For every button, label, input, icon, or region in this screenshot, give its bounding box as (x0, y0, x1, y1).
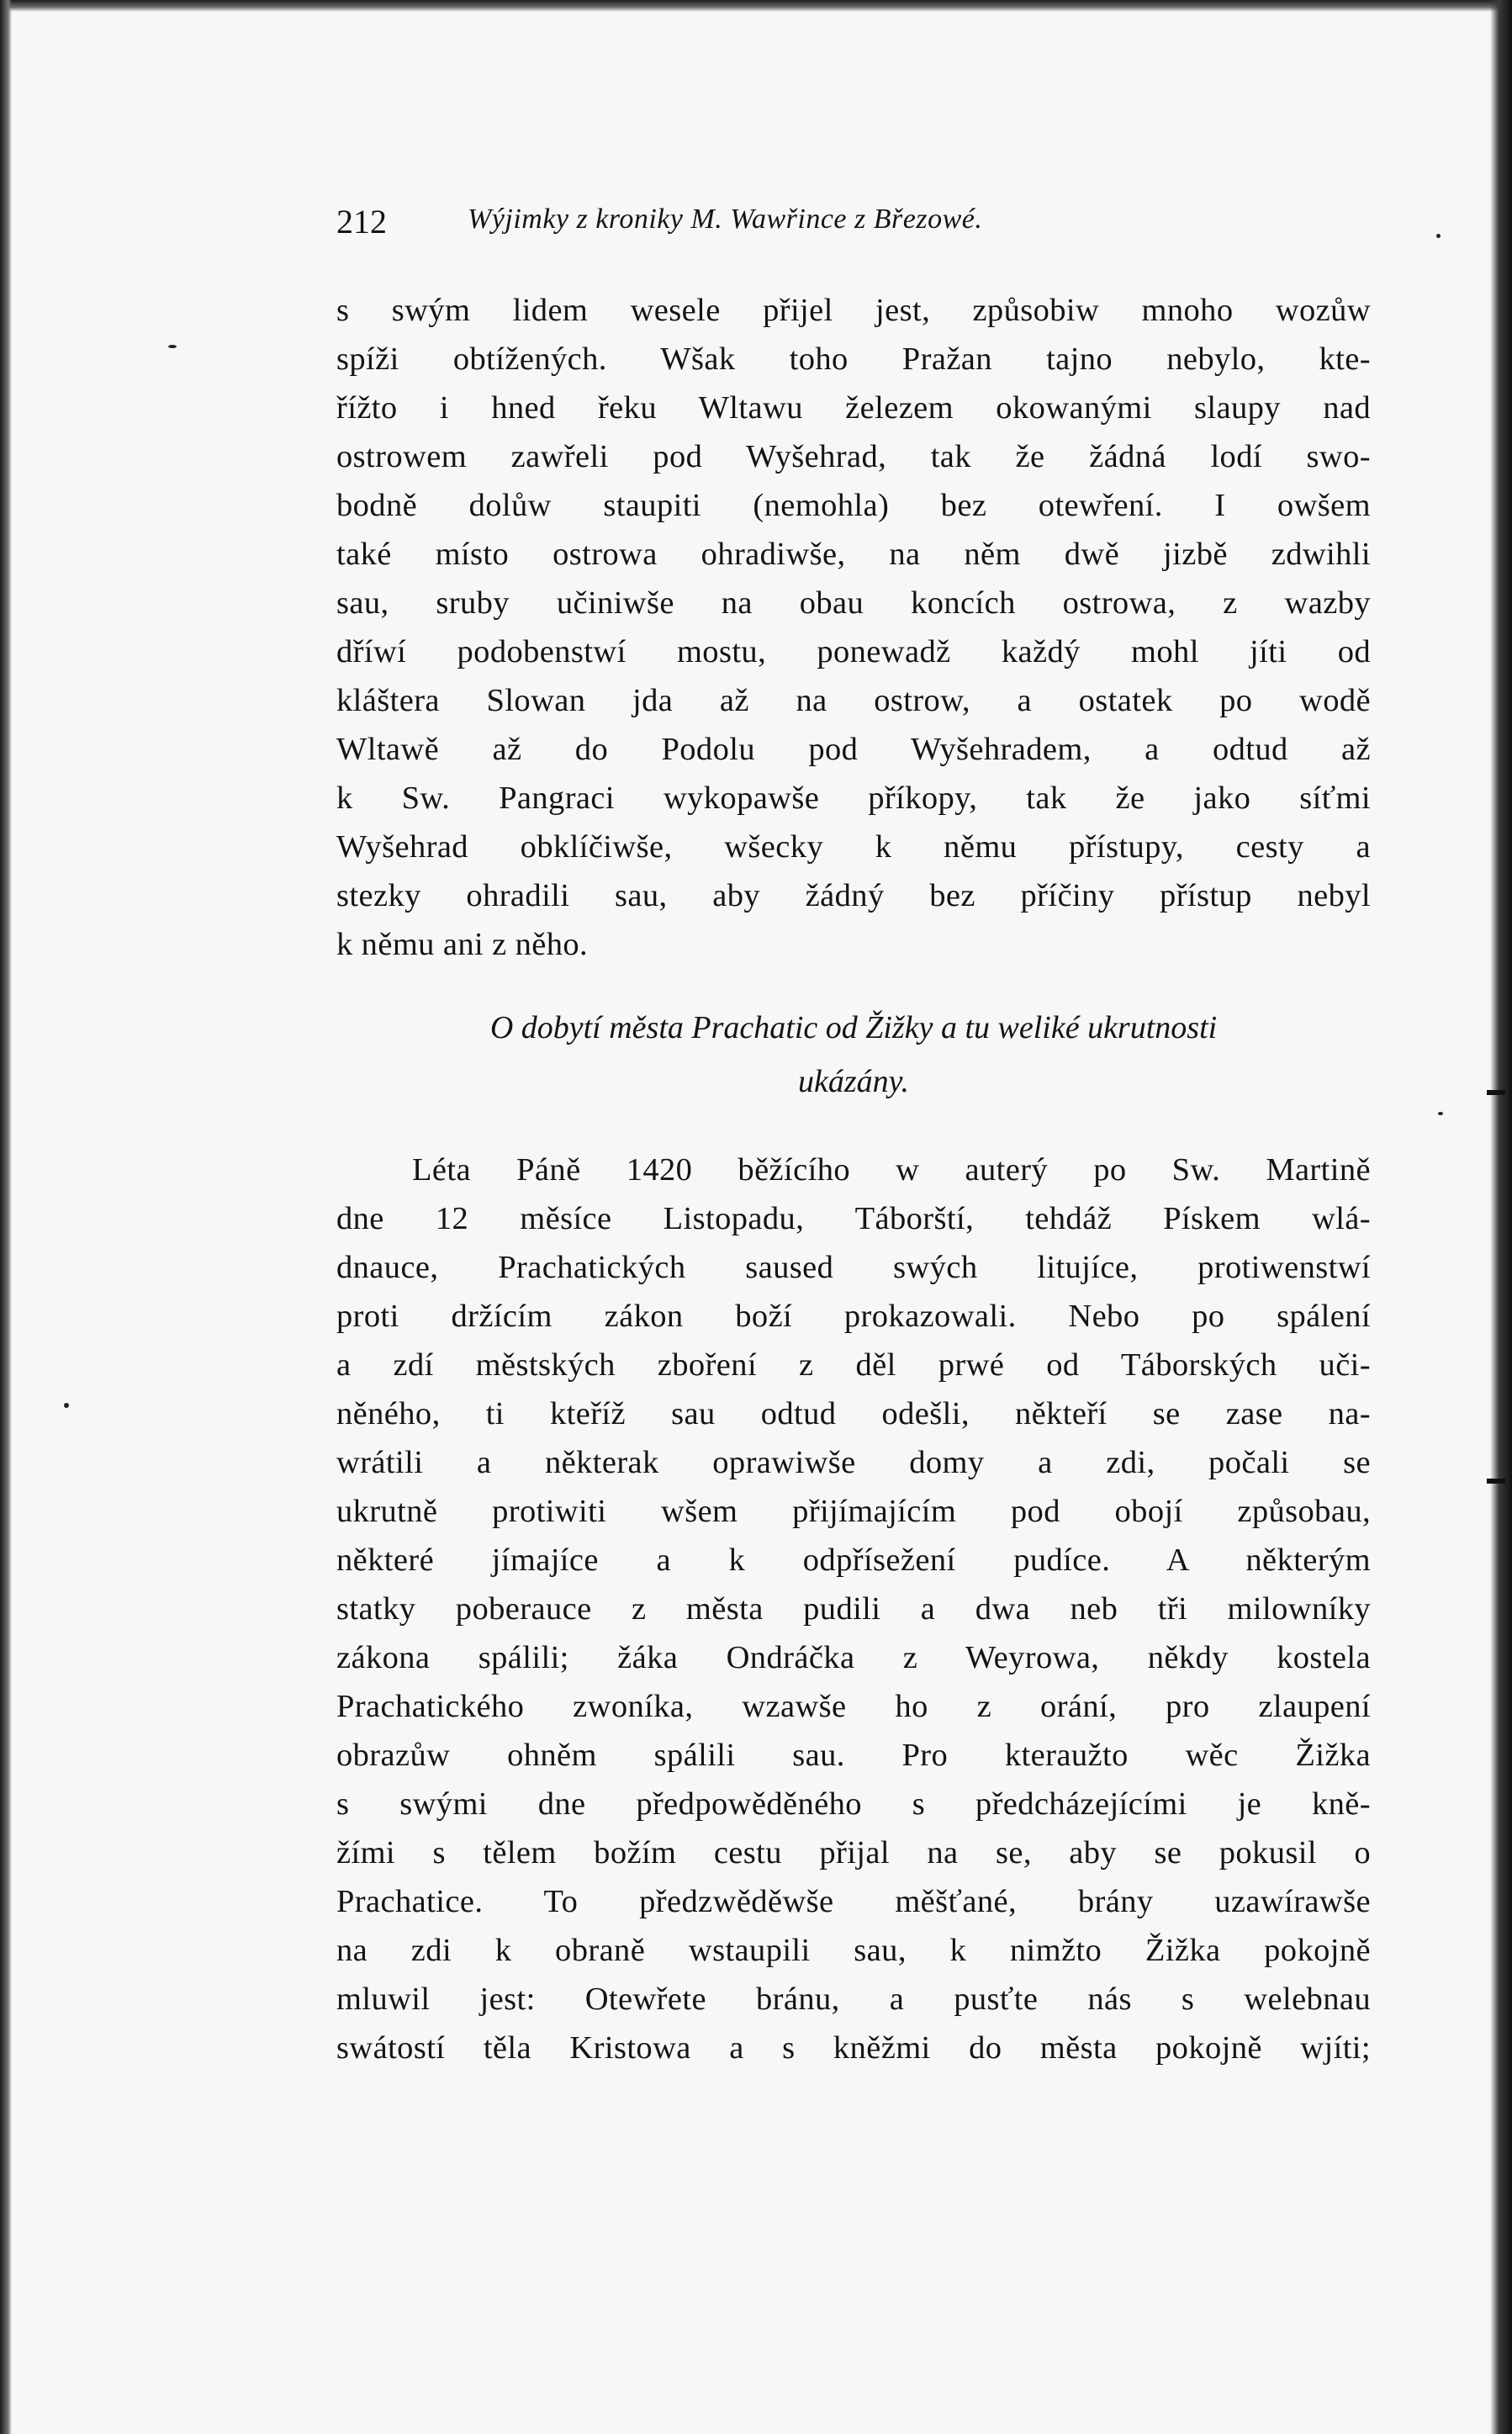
scan-speck (1436, 234, 1441, 238)
scan-left-border (0, 0, 12, 2434)
text-line: dne 12 měsíce Listopadu, Táborští, tehdáž Pískem wlá- (336, 1201, 1371, 1236)
scan-edge-mark (1487, 1479, 1505, 1484)
text-line: Wyšehrad obklíčiwše, wšecky k němu přístupy, cesty a (336, 829, 1371, 865)
text-line: obrazůw ohněm spálili sau. Pro kteraužto wěc Žižka (336, 1738, 1371, 1773)
text-line: sau, sruby učiniwše na obau koncích ostrowa, z wazby (336, 585, 1371, 621)
scan-speck (64, 1403, 69, 1408)
scan-edge-mark (1487, 1090, 1505, 1095)
text-line: kláštera Slowan jda až na ostrow, a ostatek po wodě (336, 683, 1371, 718)
text-line: s swými dne předpowěděného s předcházejícími je kně- (336, 1786, 1371, 1822)
heading-line: O dobytí města Prachatic od Žižky a tu weliké ukrutnosti (489, 1010, 1218, 1045)
text-line: mluwil jest: Otewřete bránu, a pusťte nás s welebnau (336, 1982, 1371, 2017)
text-line: k Sw. Pangraci wykopawše příkopy, tak že jako síťmi (336, 780, 1371, 816)
text-line: Léta Páně 1420 běžícího w auterý po Sw. Martině (412, 1152, 1371, 1188)
text-line: Wltawě až do Podolu pod Wyšehradem, a odtud až (336, 732, 1371, 767)
text-line: statky poberauce z města pudili a dwa neb tři milowníky (336, 1591, 1371, 1627)
page-number: 212 (336, 203, 387, 241)
text-line: některé jímajíce a k odpřísežení pudíce. A některým (336, 1542, 1371, 1578)
text-line: také místo ostrowa ohradiwše, na něm dwě jizbě zdwihli (336, 537, 1371, 572)
text-line: proti držícím zákon boží prokazowali. Nebo po spálení (336, 1299, 1371, 1334)
text-line: ostrowem zawřeli pod Wyšehrad, tak že žádná lodí swo- (336, 439, 1371, 474)
text-line: stezky ohradili sau, aby žádný bez příčiny přístup nebyl (336, 878, 1371, 913)
text-line: k němu ani z něho. (336, 927, 589, 962)
text-line: něného, ti kteříž sau odtud odešli, někteří se zase na- (336, 1396, 1371, 1431)
paragraph-2 (336, 1146, 1371, 2072)
text-line: dříwí podobenstwí mostu, ponewadž každý mohl jíti od (336, 634, 1371, 669)
text-line: řížto i hned řeku Wltawu železem okowanými slaupy nad (336, 390, 1371, 426)
scan-right-border (1490, 0, 1512, 2434)
text-line: s swým lidem wesele přijel jest, způsobiw mnoho wozůw (336, 293, 1371, 328)
section-heading (336, 1001, 1371, 1109)
text-line: dnauce, Prachatických saused swých litujíce, protiwenstwí (336, 1250, 1371, 1285)
text-line: ukrutně protiwiti wšem přijímajícím pod obojí způsobau, (336, 1494, 1371, 1529)
page-text (336, 202, 1371, 2072)
text-line: swátostí těla Kristowa a s kněžmi do města pokojně wjíti; (336, 2030, 1371, 2066)
text-line: Prachatice. To předzwěděwše měšťané, brány uzawírawše (336, 1884, 1371, 1919)
scan-top-border (0, 0, 1512, 12)
text-line: spíži obtížených. Wšak toho Pražan tajno nebylo, kte- (336, 341, 1371, 377)
running-head (336, 202, 1371, 252)
scan-speck (1438, 1112, 1443, 1115)
text-line: na zdi k obraně wstaupili sau, k nimžto Žižka pokojně (336, 1933, 1371, 1968)
text-line: bodně dolůw staupiti (nemohla) bez otewření. I owšem (336, 488, 1371, 523)
paragraph-1 (336, 286, 1371, 969)
text-line: zákona spálili; žáka Ondráčka z Weyrowa, někdy kostela (336, 1640, 1371, 1675)
text-line: wrátili a některak oprawiwše domy a zdi, počali se (336, 1445, 1371, 1480)
scan-speck (168, 345, 177, 348)
running-title: Wýjimky z kroniky M. Wawřince z Březowé. (468, 204, 983, 235)
text-line: žími s tělem božím cestu přijal na se, aby se pokusil o (336, 1835, 1371, 1870)
text-line: Prachatického zwoníka, wzawše ho z orání, pro zlaupení (336, 1689, 1371, 1724)
heading-line: ukázány. (798, 1064, 909, 1099)
text-line: a zdí městských zboření z děl prwé od Táborských uči- (336, 1347, 1371, 1383)
